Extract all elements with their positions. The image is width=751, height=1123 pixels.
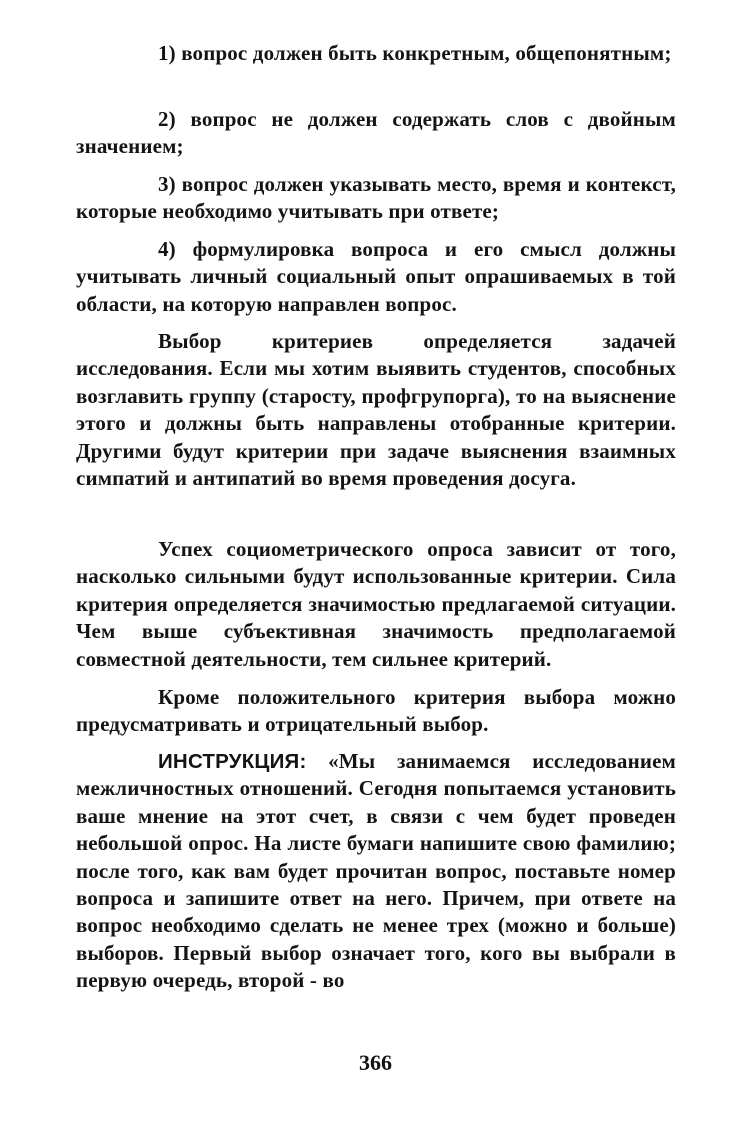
instruction-paragraph [76,748,676,995]
instruction-heading: ИНСТРУКЦИЯ: [158,750,307,773]
paragraph-survey-success: Успех социометрического опроса зависит от того, насколько сильными будут использованные критерии. Сила критерия определяется значимостью предлагаемой ситуации. Чем выше субъективная значимость предполагаемой совместной деятельности, тем сильнее критерий. [76,537,676,671]
paragraph-criteria-choice: Выбор критериев определяется задачей исследования. Если мы хотим выявить студентов, способных возглавить группу (старосту, профгрупорга), то на выяснение этого и должны быть направлены отобранные критерии. Другими будут критерии при задаче выяснения взаимных симпатий и антипатий во время проведения досуга. [76,329,676,491]
instruction-text: «Мы занимаемся исследованием межличностных отношений. Сегодня попытаемся установить ваше мнение на этот счет, в связи с чем будет проведен небольшой опрос. На листе бумаги напишите свою фамилию; после того, как вам будет прочитан вопрос, поставьте номер вопроса и запишите ответ на него. Причем, при ответе на вопрос необходимо сделать не менее трех (можно и больше) выборов. Первый выбор означает того, кого вы выбрали в первую очередь, второй - во [76,749,676,993]
list-item-2: 2) вопрос не должен содержать слов с двойным значением; [76,107,676,159]
list-item-3: 3) вопрос должен указывать место, время и контекст, которые необходимо учитывать при ответе; [76,172,676,224]
list-item-1: 1) вопрос должен быть конкретным, общепонятным; [158,41,672,65]
list-item-4: 4) формулировка вопроса и его смысл должны учитывать личный социальный опыт опрашиваемых в той области, на которую направлен вопрос. [76,237,676,316]
page-number: 366 [359,1050,392,1075]
paragraph-negative-choice: Кроме положительного критерия выбора можно предусматривать и отрицательный выбор. [76,685,676,737]
